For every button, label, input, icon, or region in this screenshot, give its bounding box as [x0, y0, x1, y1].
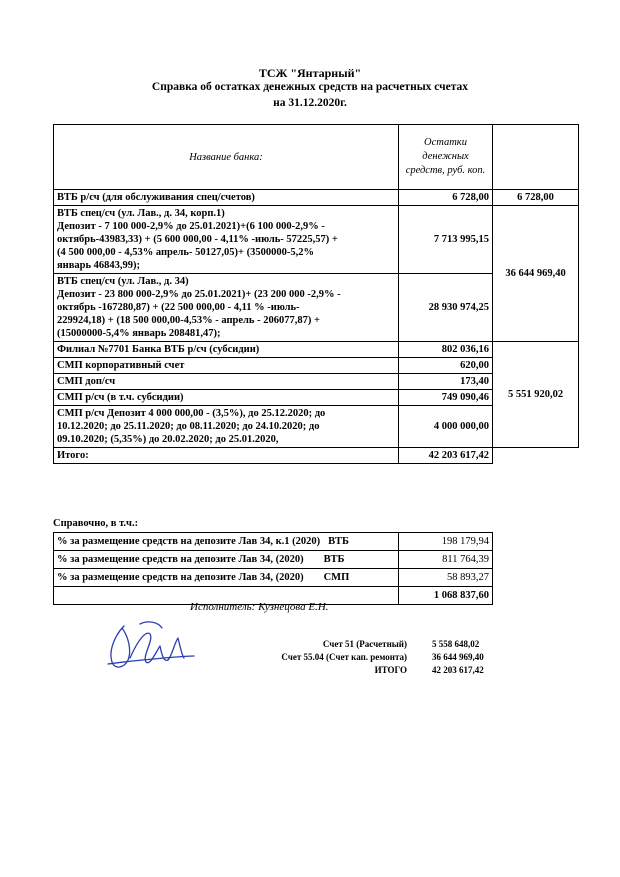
description-line: ВТБ спец/сч (ул. Лав., д. 34): [57, 276, 189, 287]
description-line: Депозит - 23 800 000-2,9% до 25.01.2021)+ (23 200 000 -2,9% -: [57, 289, 341, 300]
column-header-group-total: [493, 125, 579, 190]
account-value: 36 644 969,40: [432, 652, 484, 662]
table-row: [54, 551, 493, 569]
amount-cell: 802 036,16: [399, 342, 493, 358]
signature: [102, 616, 197, 678]
bank-description: [54, 374, 399, 390]
bank-description: [54, 390, 399, 406]
account-value: 5 558 648,02: [432, 639, 480, 649]
bank-description: [54, 358, 399, 374]
account-total-value: 42 203 617,42: [432, 665, 484, 675]
description-line: СМП доп/сч: [57, 376, 116, 387]
document-date: на 31.12.2020г.: [273, 97, 347, 109]
bank-description: [54, 206, 399, 274]
interest-table: [53, 532, 493, 605]
bank-description: [54, 274, 399, 342]
organization-title: ТСЖ "Янтарный": [258, 66, 362, 80]
interest-label: [54, 551, 399, 569]
column-header-amount: Остатки денежных средств, руб. коп.: [399, 125, 493, 190]
total-value: 42 203 617,42: [399, 448, 493, 464]
balances-table: [53, 124, 579, 464]
interest-bank: ВТБ: [323, 554, 345, 565]
description-line: 229924,18) + (18 500 000,00-4,53% - апрель - 206077,87) +: [57, 315, 320, 326]
description-line: Депозит - 7 100 000-2,9% до 25.01.2021)+(6 100 000-2,9% -: [57, 221, 325, 232]
interest-label-text: % за размещение средств на депозите Лав 34, (2020): [57, 572, 304, 583]
description-line: ВТБ спец/сч (ул. Лав., д. 34, корп.1): [57, 208, 225, 219]
description-line: (4 500 000,00 - 4,53% апрель- 50127,05)+ (3500000-5,2%: [57, 247, 314, 258]
amount-cell: 6 728,00: [399, 190, 493, 206]
interest-value: 198 179,94: [399, 533, 493, 551]
description-line: октябрь-43983,33) + (5 600 000,00 - 4,11% -июль- 57225,57) +: [57, 234, 338, 245]
bank-description: [54, 190, 399, 206]
amount-cell: 620,00: [399, 358, 493, 374]
column-header-bank: Название банка:: [54, 125, 399, 190]
amount-cell: 173,40: [399, 374, 493, 390]
interest-value: 58 893,27: [399, 569, 493, 587]
empty-cell: [493, 448, 579, 464]
description-line: 10.12.2020; до 25.11.2020; до 08.11.2020; до 24.10.2020; до: [57, 421, 320, 432]
amount-cell: 28 930 974,25: [399, 274, 493, 342]
description-line: СМП корпоративный счет: [57, 360, 185, 371]
description-line: СМП р/сч (в т.ч. субсидии): [57, 392, 184, 403]
bank-description: [54, 406, 399, 448]
amount-cell: 4 000 000,00: [399, 406, 493, 448]
table-header-row: [54, 125, 579, 190]
bank-description: [54, 342, 399, 358]
account-total-label: ИТОГО: [374, 665, 407, 675]
group-total-cell: 6 728,00: [493, 190, 579, 206]
document-subtitle: Справка об остатках денежных средств на расчетных счетах: [151, 81, 469, 93]
amount-cell: 7 713 995,15: [399, 206, 493, 274]
description-line: (15000000-5,4% январь 208481,47);: [57, 328, 221, 339]
table-row: [54, 569, 493, 587]
interest-bank: ВТБ: [328, 536, 349, 547]
interest-value: 811 764,39: [399, 551, 493, 569]
interest-label: [54, 533, 399, 551]
table-row: [54, 206, 579, 274]
interest-sum: 1 068 837,60: [399, 587, 493, 605]
account-label: Счет 51 (Расчетный): [322, 639, 407, 649]
group-total-cell: 36 644 969,40: [493, 206, 579, 342]
account-label: Счет 55.04 (Счет кап. ремонта): [281, 652, 407, 662]
description-line: ВТБ р/сч (для обслуживания спец/счетов): [57, 192, 255, 203]
description-line: январь 46843,99);: [57, 260, 141, 271]
total-label: Итого:: [54, 448, 399, 464]
executor-line: Исполнитель: Кузнецова Е.Н.: [190, 601, 329, 613]
description-line: октябрь -167280,87) + (22 500 000,00 - 4,11 % -июль-: [57, 302, 300, 313]
group-total-cell: 5 551 920,02: [493, 342, 579, 448]
interest-label-text: % за размещение средств на депозите Лав 34, (2020): [57, 554, 304, 565]
reference-heading: Справочно, в т.ч.:: [53, 518, 139, 529]
description-line: 09.10.2020; (5,35%) до 20.02.2020; до 25.01.2020,: [57, 434, 279, 445]
table-row: [54, 190, 579, 206]
table-row: [54, 342, 579, 358]
total-row: [54, 448, 579, 464]
description-line: СМП р/сч Депозит 4 000 000,00 - (3,5%), до 25.12.2020; до: [57, 408, 326, 419]
interest-label-text: % за размещение средств на депозите Лав 34, к.1 (2020): [57, 536, 321, 547]
interest-label: [54, 569, 399, 587]
interest-bank: СМП: [323, 572, 350, 583]
description-line: Филиал №7701 Банка ВТБ р/сч (субсидии): [57, 344, 260, 355]
table-row: [54, 533, 493, 551]
amount-cell: 749 090,46: [399, 390, 493, 406]
